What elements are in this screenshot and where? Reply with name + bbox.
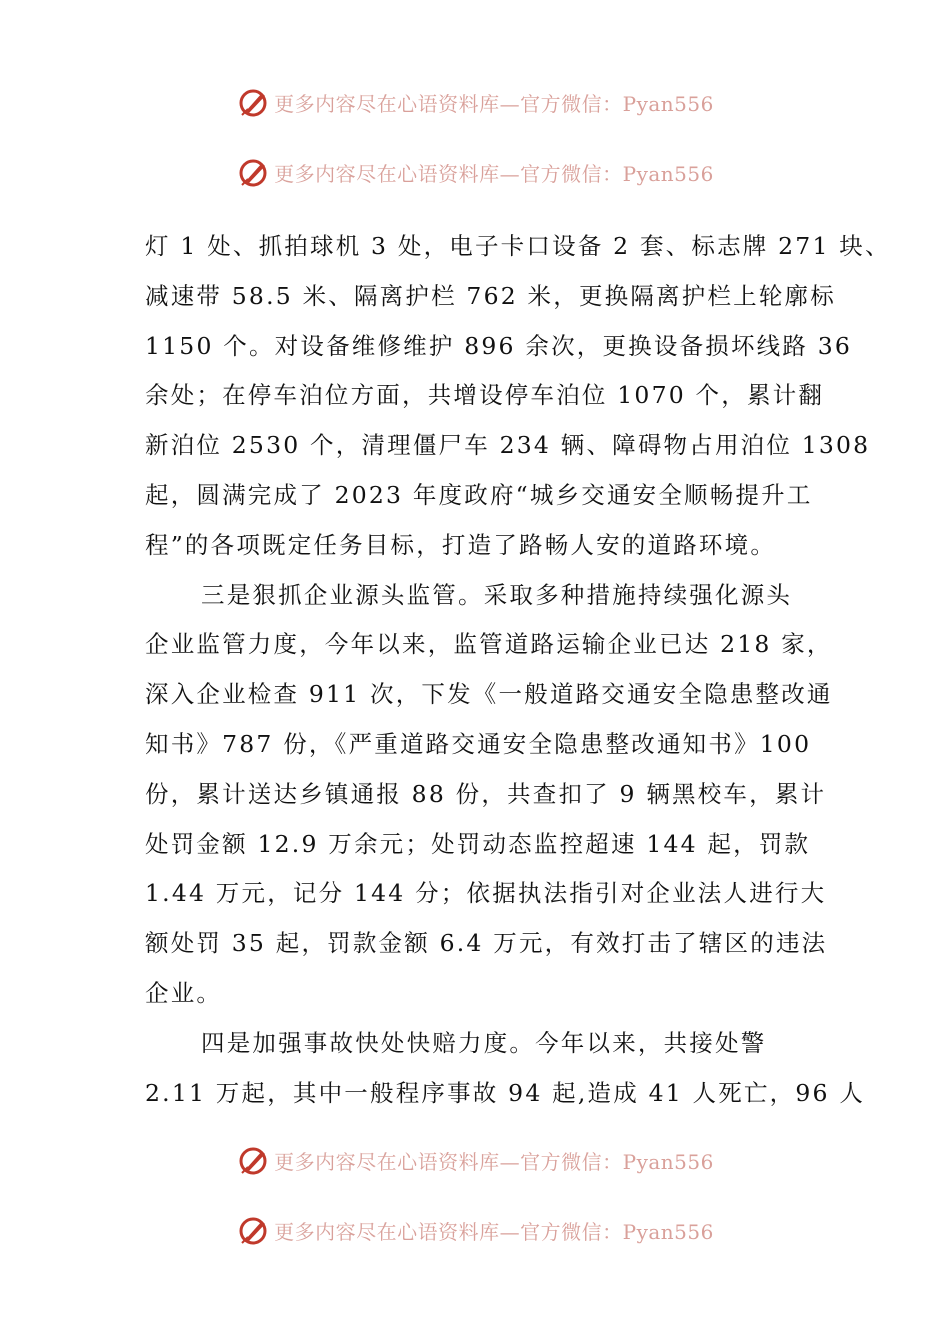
watermark-text: 更多内容尽在心语资料库—官方微信：Pyan556 (274, 161, 714, 186)
paragraph-start-line: 四是加强事故快处快赔力度。今年以来，共接处警 (201, 1028, 767, 1057)
pen-logo-icon (236, 85, 270, 119)
body-line: 灯 1 处、抓拍球机 3 处，电子卡口设备 2 套、标志牌 271 块、 (145, 232, 891, 260)
watermark-text: 更多内容尽在心语资料库—官方微信：Pyan556 (274, 1149, 714, 1174)
body-line: 深入企业检查 911 次，下发《一般道路交通安全隐患整改通 (145, 680, 833, 709)
pen-logo-icon (236, 155, 270, 189)
paragraph-start-line: 三是狠抓企业源头监管。采取多种措施持续强化源头 (201, 580, 793, 609)
body-line: 新泊位 2530 个，清理僵尸车 234 辆、障碍物占用泊位 1308 (145, 431, 871, 460)
watermark-bottom-2 (0, 1210, 950, 1250)
body-line: 企业。 (145, 978, 223, 1007)
body-line: 2.11 万起，其中一般程序事故 94 起,造成 41 人死亡，96 人 (145, 1078, 866, 1107)
body-line: 1.44 万元，记分 144 分；依据执法指引对企业法人进行大 (145, 879, 827, 908)
body-line: 企业监管力度，今年以来，监管道路运输企业已达 218 家， (145, 630, 833, 659)
body-line: 起，圆满完成了 2023 年度政府“城乡交通安全顺畅提升工 (145, 480, 813, 509)
body-line: 额处罚 35 起，罚款金额 6.4 万元，有效打击了辖区的违法 (145, 929, 828, 958)
body-line: 减速带 58.5 米、隔离护栏 762 米，更换隔离护栏上轮廓标 (145, 281, 836, 310)
watermark-top-1 (0, 82, 950, 122)
watermark-top-2 (0, 152, 950, 192)
body-line: 程”的各项既定任务目标，打造了路畅人安的道路环境。 (145, 530, 777, 559)
body-line: 余处；在停车泊位方面，共增设停车泊位 1070 个，累计翻 (145, 381, 825, 410)
pen-logo-icon (236, 1213, 270, 1247)
watermark-text: 更多内容尽在心语资料库—官方微信：Pyan556 (274, 1219, 714, 1244)
body-line: 份，累计送达乡镇通报 88 份，共查扣了 9 辆黑校车，累计 (145, 779, 827, 808)
pen-logo-icon (236, 1143, 270, 1177)
body-line: 1150 个。对设备维修维护 896 余次，更换设备损坏线路 36 (145, 331, 853, 360)
document-body (145, 222, 891, 1118)
watermark-text: 更多内容尽在心语资料库—官方微信：Pyan556 (274, 91, 714, 116)
body-line: 知书》787 份，《严重道路交通安全隐患整改通知书》100 (145, 729, 812, 758)
watermark-bottom-1 (0, 1140, 950, 1180)
body-line: 处罚金额 12.9 万余元；处罚动态监控超速 144 起，罚款 (145, 829, 811, 858)
